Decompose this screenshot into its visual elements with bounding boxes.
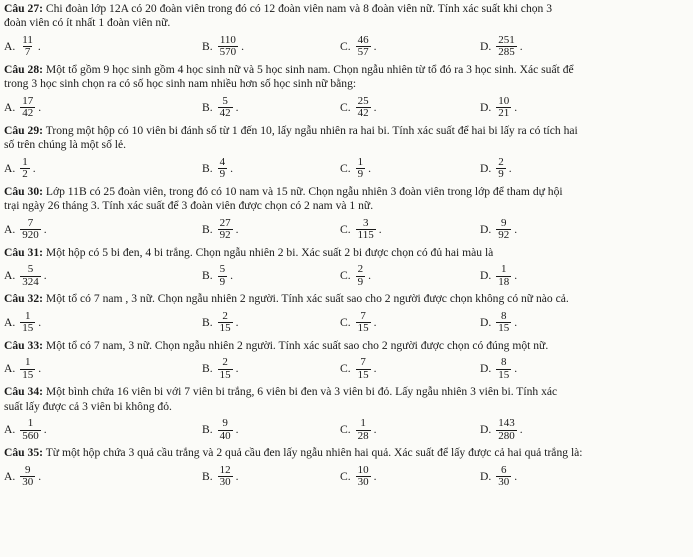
question-29 bbox=[4, 124, 689, 185]
answer-option-c[interactable] bbox=[340, 307, 377, 339]
question-line: Một tổ có 7 nam , 3 nữ. Chọn ngẫu nhiên 2 người. Tính xác suất sao cho 2 người được chọn không có nữ nào cả. bbox=[45, 292, 569, 306]
question-33 bbox=[4, 339, 689, 385]
answer-options bbox=[4, 214, 689, 246]
answer-option-c[interactable] bbox=[340, 260, 371, 292]
question-number: Câu 27: bbox=[4, 2, 43, 15]
option-label: D. bbox=[480, 269, 492, 283]
answer-option-c[interactable] bbox=[340, 461, 377, 493]
fraction-denominator: 15 bbox=[357, 322, 369, 335]
option-period: . bbox=[235, 469, 239, 483]
fraction-numerator: 10 bbox=[498, 94, 510, 107]
question-text-continued bbox=[4, 400, 689, 414]
option-label: C. bbox=[340, 269, 351, 283]
fraction-denominator: 18 bbox=[498, 275, 510, 288]
fraction-numerator: 27 bbox=[219, 216, 231, 229]
fraction-numerator: 7 bbox=[27, 216, 34, 229]
answer-option-a[interactable] bbox=[4, 31, 41, 63]
fraction-denominator: 9 bbox=[357, 168, 364, 181]
fraction bbox=[20, 218, 41, 242]
question-31 bbox=[4, 246, 689, 292]
answer-options bbox=[4, 307, 689, 339]
option-label: B. bbox=[202, 222, 213, 236]
answer-option-d[interactable] bbox=[480, 353, 517, 385]
option-period: . bbox=[235, 222, 239, 236]
fraction bbox=[496, 157, 506, 181]
option-period: . bbox=[514, 222, 518, 236]
answer-option-a[interactable] bbox=[4, 260, 47, 292]
fraction bbox=[356, 96, 371, 120]
option-period: . bbox=[235, 423, 239, 437]
fraction-numerator: 17 bbox=[22, 94, 34, 107]
answer-option-c[interactable] bbox=[340, 353, 377, 385]
fraction-numerator: 9 bbox=[501, 216, 507, 229]
fraction-numerator: 3 bbox=[362, 216, 369, 229]
fraction bbox=[496, 311, 511, 335]
option-period: . bbox=[519, 39, 523, 53]
option-period: . bbox=[38, 469, 42, 483]
fraction bbox=[356, 157, 366, 181]
answer-option-b[interactable] bbox=[202, 31, 244, 63]
answer-option-c[interactable] bbox=[340, 31, 377, 63]
fraction-numerator: 46 bbox=[357, 33, 369, 46]
answer-option-d[interactable] bbox=[480, 153, 512, 185]
option-label: A. bbox=[4, 423, 16, 437]
answer-option-b[interactable] bbox=[202, 260, 233, 292]
fraction-denominator: 30 bbox=[498, 476, 510, 489]
question-line: trong 3 học sinh chọn ra có số học sinh nam nhiều hơn số học sinh nữ bằng: bbox=[4, 77, 357, 91]
question-text-continued bbox=[4, 199, 689, 213]
answer-option-a[interactable] bbox=[4, 414, 47, 446]
fraction-denominator: 7 bbox=[24, 46, 31, 59]
answer-options bbox=[4, 260, 689, 292]
question-text bbox=[4, 385, 689, 399]
fraction bbox=[356, 35, 371, 59]
fraction-denominator: 9 bbox=[357, 275, 364, 288]
option-label: A. bbox=[4, 161, 16, 175]
answer-option-d[interactable] bbox=[480, 307, 517, 339]
option-label: C. bbox=[340, 39, 351, 53]
question-line: đoàn viên có ít nhất 1 đoàn viên nữ. bbox=[4, 16, 171, 30]
option-label: D. bbox=[480, 39, 492, 53]
fraction-numerator: 1 bbox=[25, 356, 31, 369]
answer-option-d[interactable] bbox=[480, 31, 523, 63]
fraction-denominator: 285 bbox=[498, 46, 515, 59]
question-text-continued bbox=[4, 77, 689, 91]
option-period: . bbox=[373, 469, 377, 483]
question-number: Câu 33: bbox=[4, 338, 43, 352]
question-34 bbox=[4, 385, 689, 446]
fraction-denominator: 92 bbox=[498, 229, 510, 242]
option-label: B. bbox=[202, 315, 213, 329]
option-label: D. bbox=[480, 469, 492, 483]
fraction bbox=[356, 264, 366, 288]
question-line: Một tổ có 7 nam, 3 nữ. Chọn ngẫu nhiên 2 người. Tính xác suất sao cho 2 người được chọn có đúng một nữ. bbox=[45, 338, 549, 352]
question-32 bbox=[4, 292, 689, 338]
fraction bbox=[496, 35, 517, 59]
option-label: A. bbox=[4, 222, 16, 236]
answer-option-c[interactable] bbox=[340, 92, 377, 124]
fraction-denominator: 9 bbox=[498, 168, 504, 181]
question-35 bbox=[4, 446, 689, 492]
option-label: B. bbox=[202, 362, 213, 376]
fraction-numerator: 5 bbox=[27, 263, 34, 276]
fraction bbox=[356, 357, 371, 381]
fraction-numerator: 1 bbox=[25, 309, 31, 322]
answer-option-d[interactable] bbox=[480, 214, 517, 246]
fraction bbox=[218, 418, 233, 442]
fraction-numerator: 251 bbox=[498, 33, 515, 46]
fraction-denominator: 21 bbox=[498, 107, 510, 120]
fraction-numerator: 5 bbox=[219, 263, 226, 276]
fraction bbox=[218, 218, 233, 242]
fraction-numerator: 1 bbox=[360, 417, 366, 430]
answer-option-a[interactable] bbox=[4, 153, 36, 185]
fraction bbox=[20, 465, 35, 489]
fraction-numerator: 12 bbox=[219, 463, 231, 476]
option-label: A. bbox=[4, 315, 16, 329]
option-label: B. bbox=[202, 423, 213, 437]
question-text bbox=[4, 124, 689, 138]
option-label: A. bbox=[4, 100, 16, 114]
fraction-numerator: 11 bbox=[22, 33, 33, 46]
option-period: . bbox=[368, 269, 372, 283]
fraction-numerator: 9 bbox=[25, 463, 31, 476]
option-label: C. bbox=[340, 161, 351, 175]
answer-option-a[interactable] bbox=[4, 353, 41, 385]
answer-option-d[interactable] bbox=[480, 461, 517, 493]
option-label: B. bbox=[202, 39, 213, 53]
option-period: . bbox=[235, 362, 239, 376]
option-label: A. bbox=[4, 269, 16, 283]
fraction bbox=[218, 465, 233, 489]
fraction-numerator: 2 bbox=[222, 356, 228, 369]
question-30 bbox=[4, 185, 689, 246]
fraction bbox=[496, 418, 517, 442]
answer-options bbox=[4, 153, 689, 185]
question-text bbox=[4, 446, 689, 460]
fraction-numerator: 2 bbox=[222, 309, 228, 322]
question-number: Câu 29: bbox=[4, 123, 43, 137]
answer-option-b[interactable] bbox=[202, 461, 239, 493]
option-label: B. bbox=[202, 161, 213, 175]
option-label: D. bbox=[480, 100, 492, 114]
option-period: . bbox=[368, 161, 372, 175]
fraction-numerator: 7 bbox=[360, 309, 366, 322]
option-period: . bbox=[43, 423, 47, 437]
answer-options bbox=[4, 92, 689, 124]
fraction bbox=[20, 35, 35, 59]
answer-options bbox=[4, 461, 689, 493]
fraction-denominator: 2 bbox=[22, 168, 28, 181]
option-period: . bbox=[32, 161, 36, 175]
answer-options bbox=[4, 414, 689, 446]
question-text bbox=[4, 292, 689, 306]
fraction-denominator: 15 bbox=[498, 368, 510, 381]
answer-option-a[interactable] bbox=[4, 307, 41, 339]
option-period: . bbox=[38, 362, 42, 376]
option-period: . bbox=[514, 315, 518, 329]
question-line: Một tổ gồm 9 học sinh gồm 4 học sinh nữ và 5 học sinh nam. Chọn ngẫu nhiên từ tổ đó ra 3 học sinh. Xác suất để bbox=[45, 62, 574, 76]
question-27 bbox=[4, 2, 689, 63]
fraction-denominator: 15 bbox=[219, 322, 231, 335]
fraction-denominator: 280 bbox=[498, 429, 515, 442]
option-label: D. bbox=[480, 423, 492, 437]
answer-option-d[interactable] bbox=[480, 414, 523, 446]
option-period: . bbox=[38, 315, 42, 329]
question-line: Lớp 11B có 25 đoàn viên, trong đó có 10 nam và 15 nữ. Chọn ngẫu nhiên 3 đoàn viên trong lớp để tham dự hội bbox=[45, 184, 563, 198]
option-label: D. bbox=[480, 315, 492, 329]
fraction-denominator: 15 bbox=[22, 322, 34, 335]
option-label: C. bbox=[340, 423, 351, 437]
question-number: Câu 31: bbox=[4, 245, 43, 259]
answer-option-b[interactable] bbox=[202, 153, 233, 185]
fraction-denominator: 30 bbox=[357, 476, 369, 489]
option-period: . bbox=[373, 39, 377, 53]
fraction-denominator: 570 bbox=[219, 46, 237, 59]
fraction bbox=[218, 35, 239, 59]
fraction-numerator: 1 bbox=[357, 155, 364, 168]
fraction bbox=[20, 357, 35, 381]
fraction-denominator: 560 bbox=[22, 429, 39, 442]
question-line: trại ngày 26 tháng 3. Tính xác suất để 3 đoàn viên được chọn có 2 nam và 1 nữ. bbox=[4, 199, 374, 213]
fraction-denominator: 28 bbox=[357, 429, 369, 442]
option-label: B. bbox=[202, 100, 213, 114]
option-period: . bbox=[235, 315, 239, 329]
option-period: . bbox=[508, 161, 512, 175]
question-28 bbox=[4, 63, 689, 124]
option-period: . bbox=[230, 269, 234, 283]
fraction-denominator: 30 bbox=[219, 476, 231, 489]
fraction-denominator: 920 bbox=[22, 229, 39, 242]
answer-option-c[interactable] bbox=[340, 214, 382, 246]
option-label: C. bbox=[340, 222, 351, 236]
fraction-denominator: 57 bbox=[357, 46, 369, 59]
answer-option-b[interactable] bbox=[202, 307, 239, 339]
fraction bbox=[20, 96, 35, 120]
answer-option-d[interactable] bbox=[480, 260, 517, 292]
option-period: . bbox=[43, 269, 47, 283]
option-label: D. bbox=[480, 362, 492, 376]
answer-options bbox=[4, 353, 689, 385]
fraction bbox=[496, 465, 511, 489]
fraction-denominator: 15 bbox=[357, 368, 369, 381]
answer-option-b[interactable] bbox=[202, 92, 239, 124]
fraction bbox=[218, 96, 233, 120]
question-line: Một bình chứa 16 viên bi với 7 viên bi trắng, 6 viên bi đen và 3 viên bi đỏ. Lấy ngẫu nhiên 3 viên bi. Tính xác bbox=[45, 385, 558, 399]
fraction bbox=[20, 311, 35, 335]
fraction bbox=[218, 311, 233, 335]
answer-option-a[interactable] bbox=[4, 461, 41, 493]
question-line: Chi đoàn lớp 12A có 20 đoàn viên trong đó có 12 đoàn viên nam và 8 đoàn viên nữ. Tính xác suất khi chọn 3 bbox=[45, 2, 553, 15]
fraction-numerator: 143 bbox=[498, 417, 515, 430]
answer-option-b[interactable] bbox=[202, 414, 239, 446]
option-period: . bbox=[514, 362, 518, 376]
fraction-numerator: 110 bbox=[219, 33, 236, 46]
exam-page bbox=[4, 2, 689, 493]
fraction-denominator: 324 bbox=[22, 275, 39, 288]
question-line: số trên chúng là một số lẻ. bbox=[4, 138, 127, 152]
question-line: suất lấy được cả 3 viên bi không đỏ. bbox=[4, 399, 172, 413]
fraction-numerator: 8 bbox=[501, 356, 507, 369]
fraction-denominator: 15 bbox=[22, 368, 34, 381]
question-text-continued bbox=[4, 138, 689, 152]
fraction-numerator: 2 bbox=[357, 263, 364, 276]
fraction-denominator: 42 bbox=[219, 107, 231, 120]
fraction-numerator: 10 bbox=[357, 463, 369, 476]
question-number: Câu 28: bbox=[4, 62, 43, 76]
option-label: A. bbox=[4, 39, 16, 53]
question-text bbox=[4, 2, 689, 16]
option-period: . bbox=[378, 222, 382, 236]
question-line: Một hộp có 5 bi đen, 4 bi trắng. Chọn ngẫu nhiên 2 bi. Xác suất 2 bi được chọn có đủ hai màu là bbox=[45, 245, 494, 259]
fraction bbox=[496, 218, 511, 242]
option-period: . bbox=[519, 423, 523, 437]
fraction-denominator: 40 bbox=[219, 429, 231, 442]
option-label: C. bbox=[340, 100, 351, 114]
option-period: . bbox=[373, 423, 377, 437]
fraction-numerator: 4 bbox=[219, 155, 226, 168]
question-number: Câu 30: bbox=[4, 184, 43, 198]
fraction-denominator: 9 bbox=[219, 168, 226, 181]
fraction-numerator: 25 bbox=[357, 94, 369, 107]
option-label: D. bbox=[480, 222, 492, 236]
fraction-denominator: 42 bbox=[22, 107, 34, 120]
option-period: . bbox=[38, 100, 42, 114]
fraction bbox=[218, 264, 228, 288]
option-period: . bbox=[514, 469, 518, 483]
question-text-continued bbox=[4, 16, 689, 30]
question-text bbox=[4, 185, 689, 199]
fraction-denominator: 15 bbox=[219, 368, 231, 381]
fraction-numerator: 6 bbox=[501, 463, 507, 476]
option-label: B. bbox=[202, 469, 213, 483]
fraction-numerator: 7 bbox=[360, 356, 366, 369]
question-line: Từ một hộp chứa 3 quả cầu trắng và 2 quả cầu đen lấy ngẫu nhiên hai quả. Xác suất để lấy được cả hai quả trắng là: bbox=[45, 446, 583, 460]
question-text bbox=[4, 339, 689, 353]
fraction-denominator: 115 bbox=[357, 229, 374, 242]
fraction bbox=[218, 157, 228, 181]
fraction bbox=[20, 418, 41, 442]
fraction-numerator: 8 bbox=[501, 309, 507, 322]
option-period: . bbox=[514, 100, 518, 114]
option-period: . bbox=[37, 39, 41, 53]
option-period: . bbox=[230, 161, 234, 175]
option-period: . bbox=[43, 222, 47, 236]
fraction-numerator: 9 bbox=[222, 417, 228, 430]
option-period: . bbox=[373, 100, 377, 114]
question-text bbox=[4, 246, 689, 260]
fraction bbox=[20, 157, 30, 181]
fraction-numerator: 2 bbox=[498, 155, 504, 168]
fraction-numerator: 1 bbox=[22, 155, 28, 168]
fraction-numerator: 1 bbox=[501, 263, 507, 276]
fraction-denominator: 15 bbox=[498, 322, 510, 335]
option-period: . bbox=[373, 362, 377, 376]
option-label: B. bbox=[202, 269, 213, 283]
question-line: Trong một hộp có 10 viên bi đánh số từ 1 đến 10, lấy ngẫu nhiên ra hai bi. Tính xác suất để hai bi lấy ra có tích hai bbox=[45, 123, 578, 137]
option-period: . bbox=[241, 39, 245, 53]
option-label: C. bbox=[340, 469, 351, 483]
option-label: A. bbox=[4, 469, 16, 483]
fraction bbox=[218, 357, 233, 381]
option-period: . bbox=[373, 315, 377, 329]
answer-option-b[interactable] bbox=[202, 214, 239, 246]
fraction-denominator: 42 bbox=[357, 107, 369, 120]
option-label: D. bbox=[480, 161, 492, 175]
fraction bbox=[356, 218, 376, 242]
answer-option-d[interactable] bbox=[480, 92, 517, 124]
fraction-numerator: 1 bbox=[27, 417, 34, 430]
answer-option-a[interactable] bbox=[4, 92, 41, 124]
fraction-denominator: 9 bbox=[219, 275, 226, 288]
fraction bbox=[496, 96, 511, 120]
fraction bbox=[356, 418, 371, 442]
option-label: A. bbox=[4, 362, 16, 376]
option-period: . bbox=[235, 100, 239, 114]
fraction bbox=[20, 264, 41, 288]
fraction bbox=[356, 311, 371, 335]
option-label: C. bbox=[340, 315, 351, 329]
option-period: . bbox=[514, 269, 518, 283]
question-number: Câu 32: bbox=[4, 292, 43, 306]
question-number: Câu 34: bbox=[4, 385, 43, 399]
question-text bbox=[4, 63, 689, 77]
answer-option-b[interactable] bbox=[202, 353, 239, 385]
question-number: Câu 35: bbox=[4, 446, 43, 460]
fraction bbox=[356, 465, 371, 489]
answer-options bbox=[4, 31, 689, 63]
answer-option-c[interactable] bbox=[340, 153, 371, 185]
fraction-denominator: 92 bbox=[219, 229, 231, 242]
fraction bbox=[496, 357, 511, 381]
option-label: C. bbox=[340, 362, 351, 376]
fraction bbox=[496, 264, 511, 288]
answer-option-c[interactable] bbox=[340, 414, 377, 446]
fraction-denominator: 30 bbox=[22, 476, 34, 489]
fraction-numerator: 5 bbox=[222, 94, 228, 107]
answer-option-a[interactable] bbox=[4, 214, 47, 246]
